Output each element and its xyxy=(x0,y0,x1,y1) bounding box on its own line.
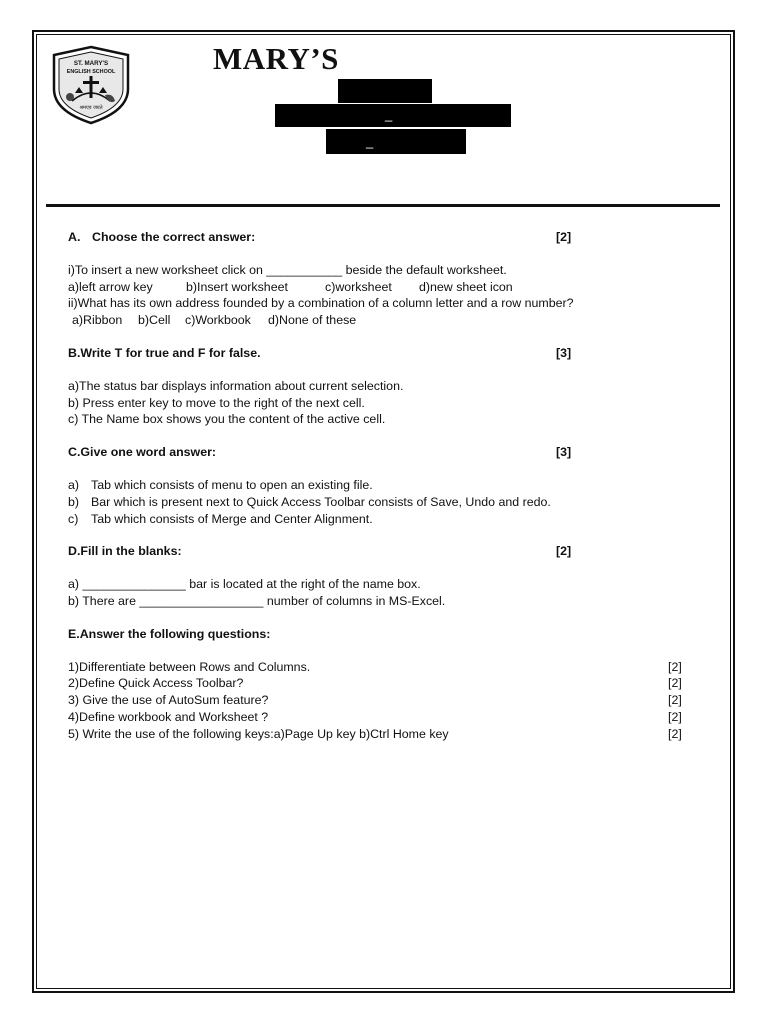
option: d)None of these xyxy=(268,313,357,328)
logo-school-subtitle: ENGLISH SCHOOL xyxy=(66,69,116,75)
statement-b3: c) The Name box shows you the content of the active cell. xyxy=(68,412,386,427)
statement-b2: b) Press enter key to move to the right of the next cell. xyxy=(68,395,365,410)
option: b)Cell xyxy=(138,313,171,328)
section-c-marks: [3] xyxy=(556,445,572,460)
school-name: MARY’S xyxy=(213,41,339,76)
redacted-block-3-dash: _ xyxy=(366,134,374,149)
question-marks: [2] xyxy=(668,726,682,741)
worksheet-content xyxy=(68,229,688,743)
school-crest-logo xyxy=(50,45,132,125)
question-a1: i)To insert a new worksheet click on ___________ beside the default worksheet. xyxy=(68,262,507,277)
question-text: 3) Give the use of AutoSum feature? xyxy=(68,693,269,708)
redacted-block-2-dash: _ xyxy=(385,107,393,122)
section-b-marks: [3] xyxy=(556,345,572,360)
statement-b1: a)The status bar displays information about current selection. xyxy=(68,378,404,393)
section-e-heading xyxy=(68,626,688,643)
blank-d2: b) There are __________________ number of columns in MS-Excel. xyxy=(68,593,446,608)
question-text: 5) Write the use of the following keys:a)Page Up key b)Ctrl Home key xyxy=(68,726,449,741)
question-marks: [2] xyxy=(668,676,682,691)
option: d)new sheet icon xyxy=(419,279,513,294)
option: a)left arrow key xyxy=(68,279,153,294)
question-e3 xyxy=(68,692,688,709)
redacted-block-3 xyxy=(326,129,466,154)
option: b)Insert worksheet xyxy=(186,279,288,294)
item-label: b) xyxy=(68,494,80,509)
section-a-marks: [2] xyxy=(556,230,572,244)
section-c-title: C.Give one word answer: xyxy=(68,445,217,460)
logo-motto: श्रमएव जयते xyxy=(79,105,103,111)
question-e2 xyxy=(68,675,688,692)
option: a)Ribbon xyxy=(72,313,123,328)
option: c)worksheet xyxy=(325,279,392,294)
question-marks: [2] xyxy=(668,709,682,724)
option: c)Workbook xyxy=(185,313,251,328)
section-d-title: D.Fill in the blanks: xyxy=(68,544,182,559)
header-divider xyxy=(46,204,720,207)
section-a-label: A. xyxy=(68,230,81,244)
question-marks: [2] xyxy=(668,693,682,708)
section-a-title: Choose the correct answer: xyxy=(92,230,256,244)
section-c-heading xyxy=(68,444,688,461)
item-text: Tab which consists of Merge and Center Alignment. xyxy=(91,511,373,526)
question-marks: [2] xyxy=(668,659,682,674)
section-b-heading xyxy=(68,345,688,362)
item-text: Bar which is present next to Quick Access Toolbar consists of Save, Undo and redo. xyxy=(91,494,551,509)
question-a2-options xyxy=(68,312,688,329)
item-text: Tab which consists of menu to open an existing file. xyxy=(91,477,373,492)
redacted-block-1 xyxy=(338,79,432,103)
question-c3 xyxy=(68,511,688,528)
question-e5 xyxy=(68,726,688,743)
question-e4 xyxy=(68,709,688,726)
question-a2: ii)What has its own address founded by a combination of a column letter and a row number? xyxy=(68,296,574,311)
question-a1-options xyxy=(68,279,688,296)
section-d-heading xyxy=(68,543,688,560)
blank-d1: a) _______________ bar is located at the right of the name box. xyxy=(68,577,421,592)
logo-school-name: ST. MARY'S xyxy=(73,60,109,67)
question-c1 xyxy=(68,477,688,494)
section-e-title: E.Answer the following questions: xyxy=(68,626,271,641)
item-label: c) xyxy=(68,511,79,526)
redacted-block-2 xyxy=(275,104,511,127)
section-b-title: B.Write T for true and F for false. xyxy=(68,345,261,360)
question-e1 xyxy=(68,659,688,676)
question-text: 4)Define workbook and Worksheet ? xyxy=(68,709,269,724)
item-label: a) xyxy=(68,477,80,492)
question-text: 1)Differentiate between Rows and Columns. xyxy=(68,659,311,674)
section-d-marks: [2] xyxy=(556,544,572,559)
section-a-heading xyxy=(68,229,688,246)
question-text: 2)Define Quick Access Toolbar? xyxy=(68,676,244,691)
question-c2 xyxy=(68,494,688,511)
